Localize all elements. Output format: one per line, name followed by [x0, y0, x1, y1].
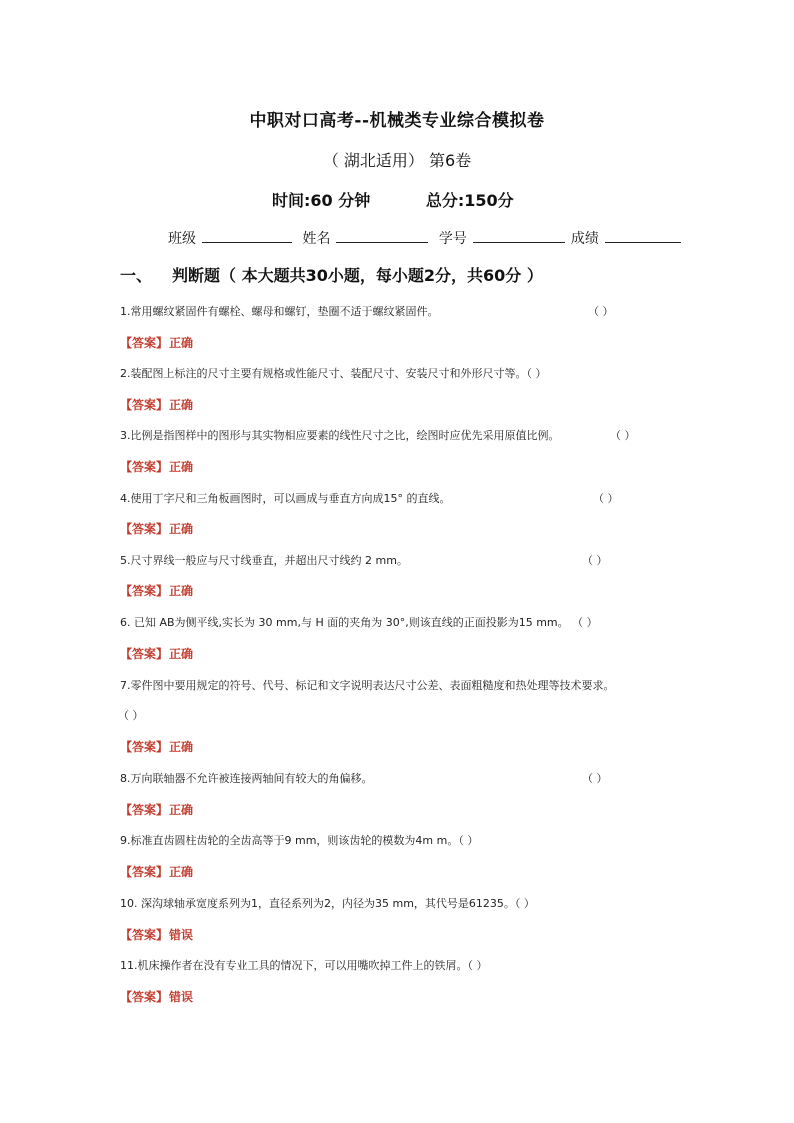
- question-3-paren: （ ）: [610, 429, 636, 442]
- answer-5: 【答案】正确: [120, 584, 194, 598]
- question-7-paren: （ ）: [118, 709, 144, 722]
- page-subtitle: （ 湖北适用） 第6卷: [322, 151, 472, 170]
- info-label-class: 班级: [168, 231, 196, 247]
- answer-9: 【答案】正确: [120, 865, 194, 879]
- answer-7: 【答案】正确: [120, 740, 194, 754]
- info-blank-class: [202, 228, 292, 243]
- question-10: 10. 深沟球轴承宽度系列为1，直径系列为2，内径为35 mm，其代号是61235。（ ）: [120, 897, 535, 910]
- info-label-name: 姓名: [302, 231, 331, 247]
- section-heading: [120, 263, 543, 286]
- question-3: 3.比例是指图样中的图形与其实物相应要素的线性尺寸之比，绘图时应优先采用原值比例。: [120, 429, 560, 442]
- info-blank-grade: [605, 228, 681, 243]
- answer-4: 【答案】正确: [120, 522, 194, 536]
- answer-6: 【答案】正确: [120, 647, 194, 661]
- question-4-paren: （ ）: [593, 492, 619, 505]
- page-title: 中职对口高考--机械类专业综合模拟卷: [249, 111, 545, 131]
- info-label-id: 学号: [438, 231, 467, 247]
- question-9: 9.标准直齿圆柱齿轮的全齿高等于9 mm，则该齿轮的模数为4m m。（ ）: [120, 834, 479, 847]
- exam-total-score: 总分:150分: [425, 191, 514, 210]
- info-label-grade: 成绩: [570, 231, 599, 247]
- answer-3: 【答案】正确: [120, 460, 194, 474]
- section-number: 一、: [120, 266, 153, 285]
- answer-2: 【答案】正确: [120, 398, 194, 412]
- answer-1: 【答案】正确: [120, 336, 194, 350]
- section-title: 判断题（ 本大题共30小题，每小题2分，共60分 ）: [172, 266, 543, 285]
- question-1-paren: （ ）: [588, 305, 614, 318]
- question-5-paren: （ ）: [582, 554, 608, 567]
- question-8: 8.万向联轴器不允许被连接两轴间有较大的角偏移。: [120, 772, 373, 785]
- question-1: 1.常用螺纹紧固件有螺栓、螺母和螺钉，垫圈不适于螺纹紧固件。: [120, 305, 439, 318]
- question-6: 6. 已知 AB为侧平线,实长为 30 mm,与 H 面的夹角为 30°,则该直线的正面投影为15 mm。 （ ）: [120, 616, 598, 629]
- answer-8: 【答案】正确: [120, 803, 194, 817]
- exam-meta: [272, 188, 692, 211]
- info-blank-id: [473, 228, 565, 243]
- question-8-paren: （ ）: [582, 772, 608, 785]
- question-4: 4.使用丁字尺和三角板画图时，可以画成与垂直方向成15° 的直线。: [120, 492, 451, 505]
- question-7: 7.零件图中要用规定的符号、代号、标记和文字说明表达尺寸公差、表面粗糙度和热处理等技术要求。: [120, 679, 615, 692]
- question-5: 5.尺寸界线一般应与尺寸线垂直，并超出尺寸线约 2 mm。: [120, 554, 408, 567]
- student-info-row: [168, 228, 687, 248]
- answer-11: 【答案】错误: [120, 990, 194, 1004]
- exam-time: 时间:60 分钟: [272, 191, 371, 210]
- question-2: 2.装配图上标注的尺寸主要有规格或性能尺寸、装配尺寸、安装尺寸和外形尺寸等。（ ）: [120, 367, 547, 380]
- info-blank-name: [336, 228, 428, 243]
- answer-10: 【答案】错误: [120, 928, 194, 942]
- question-11: 11.机床操作者在没有专业工具的情况下，可以用嘴吹掉工件上的铁屑。（ ）: [120, 959, 488, 972]
